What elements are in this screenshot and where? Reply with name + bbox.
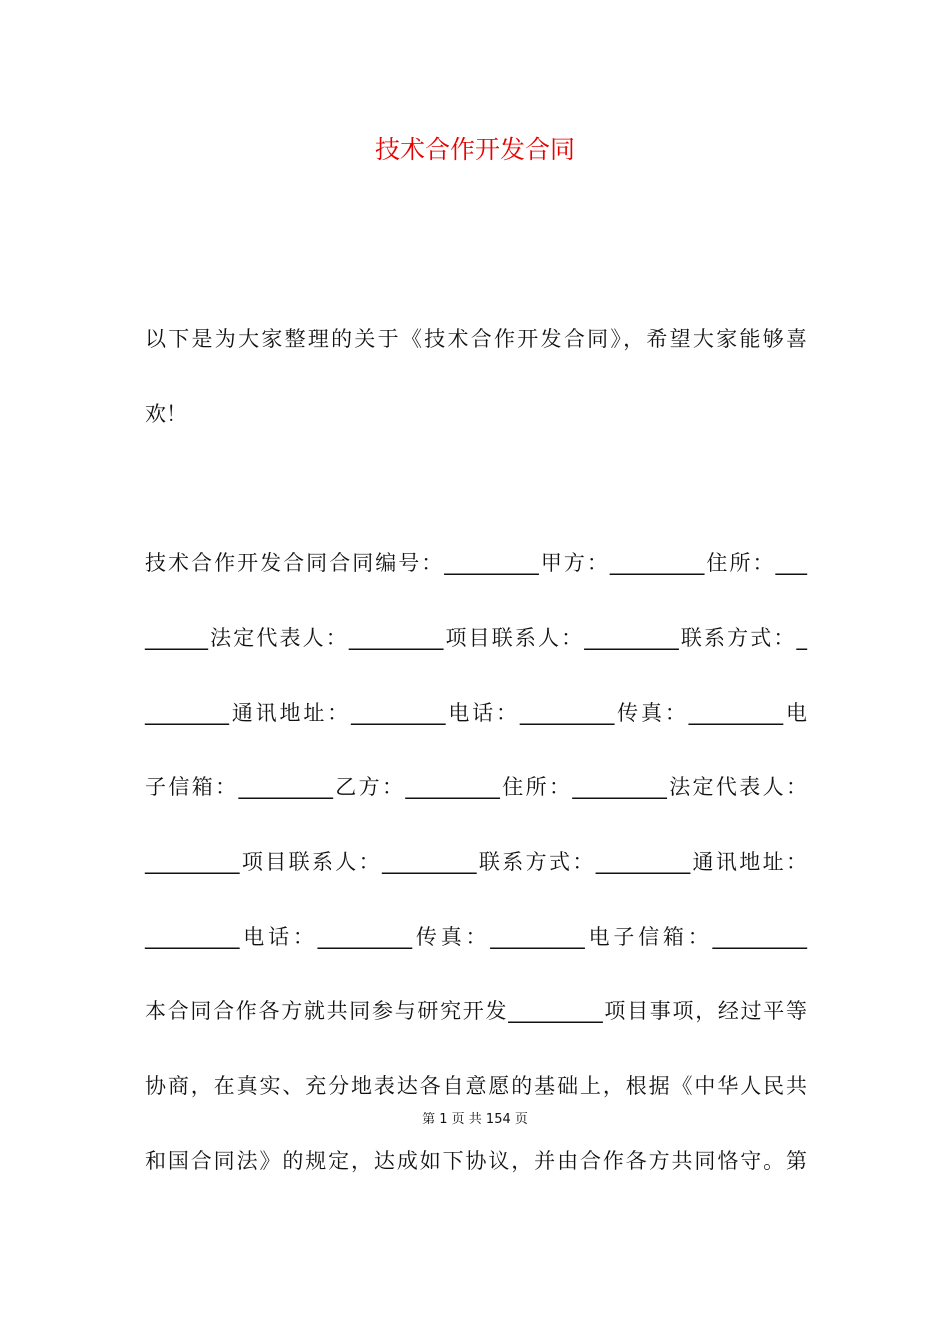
body-line: _________项目联系人：_________联系方式：_________通讯地址： bbox=[145, 850, 807, 874]
intro-line: 欢！ bbox=[145, 402, 187, 426]
intro-line: 以下是为大家整理的关于《技术合作开发合同》，希望大家能够喜 bbox=[145, 327, 807, 351]
body-line: ________通讯地址：_________电话：_________传真：_________电 bbox=[145, 701, 807, 725]
document-title: 技术合作开发合同 bbox=[374, 135, 575, 164]
body-line: ______法定代表人：_________项目联系人：_________联系方式：_ bbox=[145, 626, 807, 650]
body-line: 子信箱：_________乙方：_________住所：_________法定代表人： bbox=[145, 775, 807, 799]
body-line: 本合同合作各方就共同参与研究开发_________项目事项，经过平等 bbox=[145, 999, 807, 1023]
page-number-footer: 第 1 页 共 154 页 bbox=[422, 1112, 528, 1127]
body-line: 和国合同法》的规定，达成如下协议，并由合作各方共同恪守。第 bbox=[145, 1149, 807, 1173]
body-line: _________电话：_________传真：_________电子信箱：_________ bbox=[145, 925, 807, 949]
body-line: 协商，在真实、充分地表达各自意愿的基础上，根据《中华人民共 bbox=[145, 1074, 807, 1098]
body-line: 技术合作开发合同合同编号：_________甲方：_________住所：___ bbox=[145, 551, 807, 575]
